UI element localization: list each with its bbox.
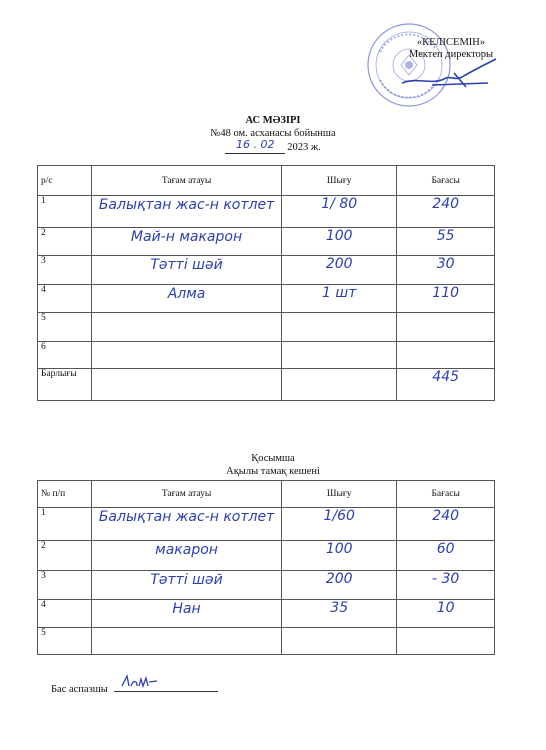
dish-yield bbox=[282, 628, 397, 655]
row-number: 5 bbox=[38, 628, 92, 655]
dish-yield bbox=[282, 342, 397, 369]
dish-yield: 100 bbox=[282, 541, 397, 571]
row-number: 3 bbox=[38, 256, 92, 285]
date-handwritten: 16 . 02 bbox=[235, 138, 275, 151]
dish-name: Май-н макарон bbox=[92, 228, 282, 256]
dish-name: Балықтан жас-н котлет bbox=[92, 508, 282, 541]
dish-price-value: 30 bbox=[441, 571, 460, 587]
table-row bbox=[38, 313, 495, 342]
appendix-subtitle: Ақылы тамақ кешені bbox=[226, 466, 320, 477]
row-number: 1 bbox=[38, 196, 92, 228]
total-row bbox=[38, 369, 495, 401]
table-row bbox=[38, 541, 495, 571]
approval-line-2: Мектеп директоры bbox=[408, 49, 494, 60]
dish-yield: 100 bbox=[282, 228, 397, 256]
dish-yield: 35 bbox=[282, 600, 397, 628]
table-row bbox=[38, 228, 495, 256]
dish-yield: 1/ 80 bbox=[282, 196, 397, 228]
approval-line-1: «КЕЛІСЕМІН» bbox=[416, 37, 486, 48]
dish-yield bbox=[282, 313, 397, 342]
chef-signature-line bbox=[114, 680, 218, 692]
dish-price: 110 bbox=[397, 285, 495, 313]
col-header: р/с bbox=[38, 166, 92, 196]
director-signature bbox=[392, 55, 512, 95]
main-menu-table bbox=[37, 165, 495, 401]
dish-price bbox=[397, 628, 495, 655]
date-suffix: 2023 ж. bbox=[287, 142, 321, 153]
table-row bbox=[38, 571, 495, 600]
row-number: 4 bbox=[38, 285, 92, 313]
table-row bbox=[38, 600, 495, 628]
dish-name bbox=[92, 628, 282, 655]
col-header: Шығу bbox=[282, 481, 397, 508]
dish-yield: 1 шт bbox=[282, 285, 397, 313]
dish-price: 60 bbox=[397, 541, 495, 571]
dish-name bbox=[92, 342, 282, 369]
table-header-row bbox=[38, 166, 495, 196]
row-number: 2 bbox=[38, 228, 92, 256]
page-title: АС МӘЗІРІ bbox=[245, 115, 301, 126]
chef-label: Бас аспазшы bbox=[51, 684, 108, 695]
dish-name bbox=[92, 313, 282, 342]
date-field bbox=[225, 140, 285, 154]
total-label: Барлығы bbox=[38, 369, 92, 401]
row-number: 6 bbox=[38, 342, 92, 369]
col-header: № п/п bbox=[38, 481, 92, 508]
dish-price: 240 bbox=[397, 196, 495, 228]
row-number: 3 bbox=[38, 571, 92, 600]
col-header: Тағам атауы bbox=[92, 166, 282, 196]
dish-name: макарон bbox=[92, 541, 282, 571]
chef-signature-block bbox=[51, 680, 218, 695]
dish-name: Балықтан жас-н котлет bbox=[92, 196, 282, 228]
row-number: 5 bbox=[38, 313, 92, 342]
dish-name: Алма bbox=[92, 285, 282, 313]
dish-price: 30 bbox=[397, 256, 495, 285]
table-row bbox=[38, 508, 495, 541]
table-row bbox=[38, 196, 495, 228]
dish-name: Нан bbox=[92, 600, 282, 628]
dish-yield: 1/60 bbox=[282, 508, 397, 541]
table-row bbox=[38, 256, 495, 285]
row-number: 4 bbox=[38, 600, 92, 628]
col-header: Тағам атауы bbox=[92, 481, 282, 508]
col-header: Бағасы bbox=[397, 166, 495, 196]
menu-date bbox=[0, 140, 546, 154]
dish-name: Тәтті шәй bbox=[92, 571, 282, 600]
dish-price: 10 bbox=[397, 600, 495, 628]
appendix-title: Қосымша bbox=[251, 453, 295, 464]
dish-yield: 200 bbox=[282, 571, 397, 600]
chef-signature bbox=[119, 672, 159, 690]
col-header: Бағасы bbox=[397, 481, 495, 508]
appendix-heading bbox=[0, 452, 546, 478]
table-row bbox=[38, 285, 495, 313]
table-row bbox=[38, 342, 495, 369]
col-header: Шығу bbox=[282, 166, 397, 196]
dish-yield: 200 bbox=[282, 256, 397, 285]
table-header-row bbox=[38, 481, 495, 508]
dish-price bbox=[397, 571, 495, 600]
dish-price bbox=[397, 313, 495, 342]
dish-price: 240 bbox=[397, 508, 495, 541]
paid-meal-table bbox=[37, 480, 495, 655]
page-subtitle: №48 ом. асханасы бойынша bbox=[210, 128, 336, 139]
dish-name: Тәтті шәй bbox=[92, 256, 282, 285]
row-number: 1 bbox=[38, 508, 92, 541]
total-price: 445 bbox=[397, 369, 495, 401]
table-row bbox=[38, 628, 495, 655]
row-number: 2 bbox=[38, 541, 92, 571]
price-dash-mark: - bbox=[432, 571, 442, 587]
dish-price bbox=[397, 342, 495, 369]
dish-price: 55 bbox=[397, 228, 495, 256]
